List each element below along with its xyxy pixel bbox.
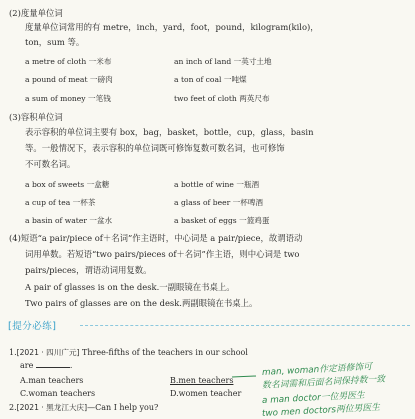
section-3-example-left: a cup of tea 一杯茶 — [25, 198, 96, 207]
handwritten-note-line-2: 数名词需和后面名词保持数一致 — [261, 374, 386, 391]
question-2-source-tag: [2021 · 黑龙江大庆] — [16, 403, 88, 412]
question-2-text: —Can I help you? — [87, 403, 159, 412]
option-a[interactable]: A.man teachers — [20, 376, 84, 385]
section-4-paragraph-line-3: pairs/pieces，谓语动词用复数。 — [25, 265, 152, 275]
section-divider — [80, 325, 410, 326]
section-3-paragraph-line-1: 表示容积的单位词主要有 box，bag，basket，bottle，cup，glass，basin — [25, 127, 314, 137]
section-3-example-left: a box of sweets 一盒糖 — [25, 180, 110, 189]
section-2-example-right: a ton of coal 一吨煤 — [174, 75, 247, 84]
question-2-stem — [9, 402, 158, 413]
section-3-title: (3)容积单位词 — [9, 112, 63, 122]
handwritten-note-line-3: a man doctor一位男医生 — [261, 390, 365, 406]
section-4-example-2: Two pairs of glasses are on the desk.两副眼镜在书桌上。 — [25, 298, 258, 308]
question-1-stem-line-2 — [20, 360, 72, 371]
section-3-example-right: a basket of eggs 一篮鸡蛋 — [174, 216, 270, 225]
option-b[interactable]: B.men teachers — [170, 376, 234, 385]
section-2-title: (2)度量单位词 — [9, 8, 63, 18]
section-4-paragraph-line-2: 词用单数。若短语“two pairs/pieces of＋名词”作主语，则中心词是 two — [25, 249, 300, 259]
question-1-stem — [9, 347, 248, 358]
question-1-text: Three-fifths of the teachers in our school — [79, 348, 248, 357]
handwritten-note-line-4: two men doctors两位男医生 — [261, 402, 381, 419]
section-2-example-left: a sum of money 一笔钱 — [25, 94, 111, 103]
section-2-paragraph-line-1: 度量单位词常用的有 metre，inch，yard，foot，pound，kilogram(kilo)， — [25, 22, 319, 32]
section-2-paragraph-line-2: ton，sum 等。 — [25, 37, 85, 47]
question-1-period: . — [69, 361, 73, 370]
section-2-example-right: two feet of cloth 两英尺布 — [174, 94, 270, 103]
section-2-example-left: a metre of cloth 一米布 — [25, 57, 112, 66]
section-3-paragraph-line-2: 等。一般情况下，表示容积的单位词既可修饰复数可数名词，也可修饰 — [25, 143, 285, 153]
option-c[interactable]: C.woman teachers — [20, 389, 96, 398]
section-3-example-left: a basin of water 一盆水 — [25, 216, 113, 225]
practice-section-title: [提分必练] — [8, 321, 57, 332]
section-3-example-right: a bottle of wine 一瓶酒 — [174, 180, 260, 189]
question-2-number: 2. — [9, 403, 17, 412]
question-1-number: 1. — [9, 348, 17, 357]
section-2-example-left: a pound of meat 一磅肉 — [25, 75, 113, 84]
question-1-source-tag: [2021 · 四川广元] — [16, 348, 80, 357]
section-3-example-right: a glass of beer 一杯啤酒 — [174, 198, 264, 207]
section-4-paragraph-line-1: (4)短语“a pair/piece of＋名词”作主语时，中心词是 a pair/piece，故谓语动 — [9, 233, 303, 243]
section-4-example-1: A pair of glasses is on the desk.一副眼镜在书桌上。 — [25, 282, 235, 292]
section-2-example-right: an inch of land 一英寸土地 — [174, 57, 272, 66]
question-1-text-2: are — [20, 361, 34, 370]
section-3-paragraph-line-3: 不可数名词。 — [25, 159, 76, 169]
option-d[interactable]: D.women teacher — [170, 389, 242, 398]
handwritten-note-line-1: man, woman作定语修饰可 — [261, 362, 373, 378]
answer-blank[interactable] — [36, 360, 70, 368]
annotation-arrow-icon — [230, 370, 260, 382]
